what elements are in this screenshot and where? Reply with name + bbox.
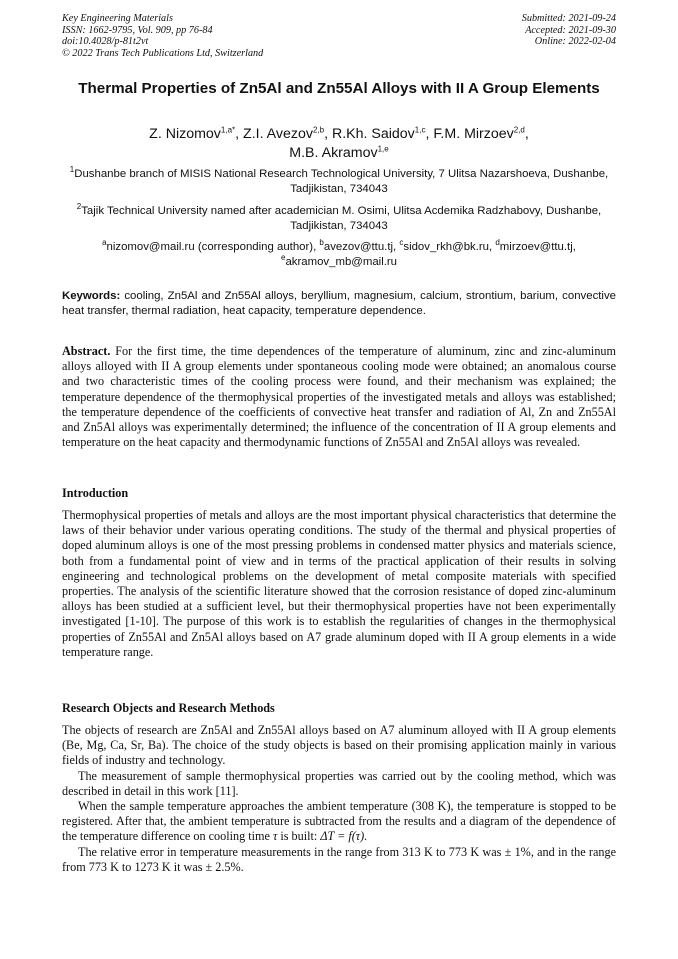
affiliation-2: $^2$Tajik Technical University named after academician M. Osimi, Ulitsa Acdemika Radzhabovy, Dushanbe, Tadjikistan, 734043 xyxy=(76,202,602,232)
keywords-text: cooling, Zn5Al and Zn55Al alloys, beryllium, magnesium, calcium, strontium, barium, convective heat transfer, thermal radiation, heat capacity, temperature dependence. xyxy=(62,290,616,317)
author: M.B. Akramov$^{1,e}$ xyxy=(289,144,389,161)
email-list: $^a$nizomov@mail.ru (corresponding author), $^b$avezov@ttu.tj, $^c$sidov_rkh@bk.ru, $^d$mirzoev@ttu.tj, $^e$akramov_mb@mail.ru xyxy=(102,238,576,268)
author-list xyxy=(62,125,616,163)
methods-paragraph-1: The objects of research are Zn5Al and Zn55Al alloys based on A7 aluminum alloyed with II A group elements (Be, Mg, Ca, Sr, Ba). The choice of the study objects is based on their promising application mainly in various fields of industry and technology. xyxy=(62,723,616,768)
journal-header xyxy=(62,13,263,59)
methods-paragraph-2: The measurement of sample thermophysical properties was carried out by the cooling method, which was described in detail in this work [11]. xyxy=(62,768,616,798)
dates-header xyxy=(522,13,616,48)
copyright: © 2022 Trans Tech Publications Ltd, Switzerland xyxy=(62,47,264,59)
methods-paragraph-3: When the sample temperature approaches the ambient temperature (308 K), the temperature is stopped to be registered. After that, the ambient temperature is subtracted from the results and a diagram of the dependence of the temperature difference on cooling time τ is built: ΔT = f(τ). xyxy=(62,799,616,844)
online-date: Online: 2022-02-04 xyxy=(534,36,616,47)
tau-symbol: τ xyxy=(272,829,278,844)
affiliation-1: $^1$Dushanbe branch of MISIS National Research Technological University, 7 Ulitsa Nazarshoeva, Dushanbe, Tadjikistan, 734043 xyxy=(69,165,609,195)
author: R.Kh. Saidov$^{1,c}$, xyxy=(331,125,434,142)
keywords-label: Keywords: xyxy=(62,290,121,302)
journal-issn: ISSN: 1662-9795, Vol. 909, pp 76-84 xyxy=(62,24,213,36)
methods-heading: Research Objects and Research Methods xyxy=(62,701,275,715)
formula: ΔT = f(τ). xyxy=(320,829,368,844)
author: Z. Nizomov$^{1,a*}$, xyxy=(149,125,244,142)
abstract-text: For the first time, the time dependences of the temperature of aluminum, zinc and zinc-aluminum alloys alloyed with II A group elements under spontaneous cooling mode were obtained; an anomalous course and two characteristic times of the cooling process were found, and their mechanism was explained; the temperature dependence of the thermophysical properties of the investigated metals and alloys was established; the temperature dependence of the coefficients of convective heat transfer and radiation of Al, Zn and Zn55Al and Zn5Al alloys was experimentally determined; the influence of the concentration of II A group elements and temperature on the heat capacity and thermodynamic functions of Zn55Al and Zn5Al alloys was revealed. xyxy=(62,344,616,450)
keywords xyxy=(62,289,616,318)
journal-name: Key Engineering Materials xyxy=(62,13,173,24)
accepted-date: Accepted: 2021-09-30 xyxy=(525,24,616,36)
introduction-heading: Introduction xyxy=(62,486,129,500)
abstract xyxy=(62,344,616,450)
introduction-paragraph: Thermophysical properties of metals and alloys are the most important physical characteristics that determine the laws of their behavior under various operating conditions. The study of the thermal and physical properties of doped aluminum alloys is one of the most pressing problems in condensed matter physics and materials science, both from a fundamental point of view and in terms of the practical application of their results in solving engineering and technological problems on the development of metal composite materials with specified properties. The analysis of the scientific literature showed that the corrosion resistance of doped zinc-aluminum alloys has been studied at a sufficient level, but their thermophysical properties have not been experimentally investigated [1-10]. The purpose of this work is to establish the regularities of changes in the thermophysical properties of Zn55Al and Zn5Al alloys based on A7 grade aluminum doped with II A group elements in a wide temperature range. xyxy=(62,508,616,659)
submitted-date: Submitted: 2021-09-24 xyxy=(521,13,616,24)
methods-section xyxy=(62,723,616,875)
abstract-label: Abstract. xyxy=(62,344,111,358)
author: F.M. Mirzoev$^{2,d}$, xyxy=(433,125,529,142)
methods-paragraph-4: The relative error in temperature measurements in the range from 313 K to 773 K was ± 1%, and in the range from 773 K to 1273 K it was ± 2.5%. xyxy=(62,844,616,874)
author: Z.I. Avezov$^{2,b}$, xyxy=(243,125,332,142)
paper-title: Thermal Properties of Zn5Al and Zn55Al Alloys with II A Group Elements xyxy=(78,80,600,97)
doi: doi:10.4028/p-81t2vt xyxy=(62,36,149,47)
